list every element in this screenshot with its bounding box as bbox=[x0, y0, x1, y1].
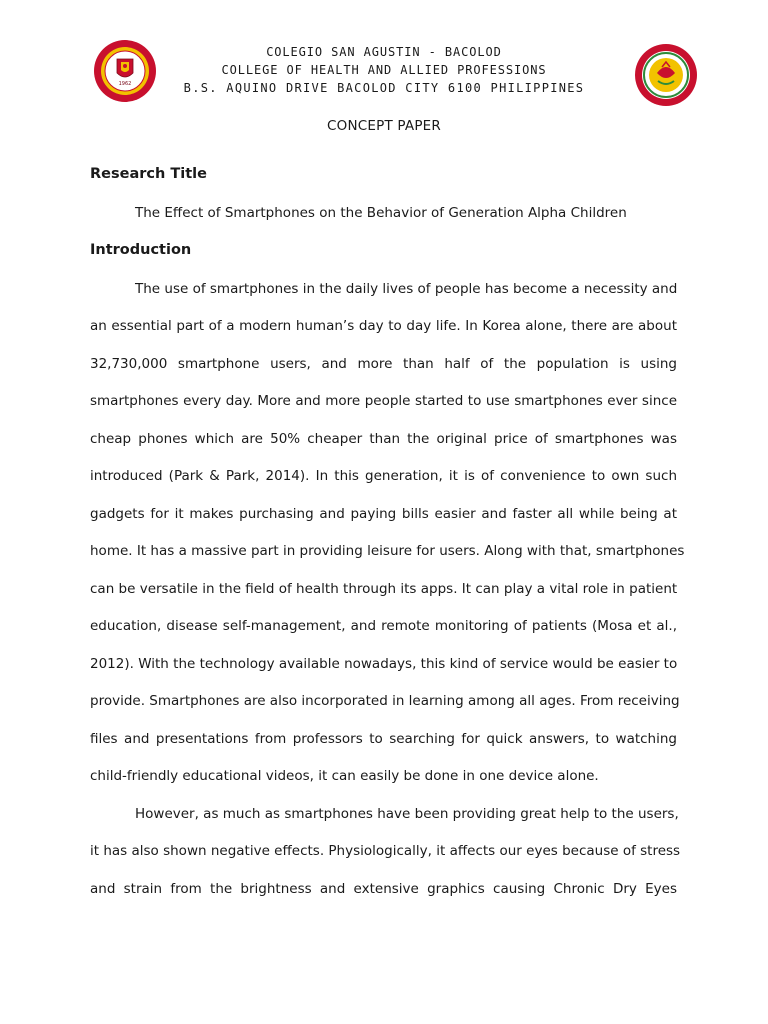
college-seal-left-icon bbox=[93, 39, 157, 103]
introduction-heading: Introduction bbox=[90, 242, 192, 258]
paragraph-line: However, as much as smartphones have been providing great help to the users, bbox=[135, 806, 679, 822]
paragraph-line: education, disease self-management, and remote monitoring of patients (Mosa et al., bbox=[90, 618, 677, 634]
paragraph-line: home. It has a massive part in providing leisure for users. Along with that, smartphones bbox=[90, 543, 685, 559]
institution-name: COLEGIO SAN AGUSTIN - BACOLOD bbox=[266, 45, 502, 59]
paragraph-line: gadgets for it makes purchasing and paying bills easier and faster all while being at bbox=[90, 506, 677, 522]
paragraph-line: cheap phones which are 50% cheaper than the original price of smartphones was bbox=[90, 431, 677, 447]
paragraph-line: files and presentations from professors to searching for quick answers, to watching bbox=[90, 731, 677, 747]
seal-year: 1962 bbox=[118, 81, 132, 87]
paragraph-line: child-friendly educational videos, it can easily be done in one device alone. bbox=[90, 768, 599, 784]
paragraph-line: The use of smartphones in the daily lives of people has become a necessity and bbox=[135, 281, 678, 297]
college-seal-right-icon bbox=[634, 43, 698, 107]
paragraph-line: an essential part of a modern human’s day to day life. In Korea alone, there are about bbox=[90, 318, 677, 334]
paragraph-line: introduced (Park & Park, 2014). In this generation, it is of convenience to own such bbox=[90, 468, 677, 484]
paragraph-line: it has also shown negative effects. Physiologically, it affects our eyes because of stress bbox=[90, 843, 681, 859]
institution-address: B.S. AQUINO DRIVE BACOLOD CITY 6100 PHILIPPINES bbox=[183, 81, 585, 95]
paragraph-line: smartphones every day. More and more people started to use smartphones ever since bbox=[90, 393, 677, 409]
paragraph-line: provide. Smartphones are also incorporated in learning among all ages. From receiving bbox=[90, 693, 680, 709]
paragraph-line: 2012). With the technology available nowadays, this kind of service would be easier to bbox=[90, 656, 678, 672]
research-title-text: The Effect of Smartphones on the Behavior of Generation Alpha Children bbox=[135, 205, 627, 221]
paragraph-line: and strain from the brightness and extensive graphics causing Chronic Dry Eyes bbox=[90, 881, 677, 897]
college-name: COLLEGE OF HEALTH AND ALLIED PROFESSIONS bbox=[221, 63, 547, 77]
paragraph-line: can be versatile in the field of health through its apps. It can play a vital role in patient bbox=[90, 581, 678, 597]
document-title: CONCEPT PAPER bbox=[327, 118, 441, 134]
research-title-heading: Research Title bbox=[90, 166, 207, 182]
paragraph-line: 32,730,000 smartphone users, and more than half of the population is using bbox=[90, 356, 677, 372]
